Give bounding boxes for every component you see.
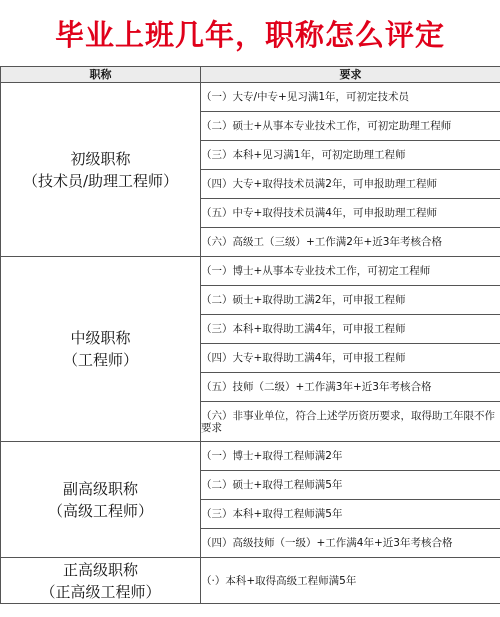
- category-name: 副高级职称: [62, 479, 138, 498]
- requirement-item: （一）博士+从事本专业技术工作，可初定工程师: [201, 257, 500, 286]
- table-row: [1, 558, 500, 604]
- header-requirement: 要求: [201, 67, 500, 83]
- table-row: [1, 442, 500, 471]
- category-intermediate: [1, 257, 201, 442]
- requirement-item: （六）高级工（三级）+工作满2年+近3年考核合格: [201, 228, 500, 257]
- requirement-item: （一）大专/中专+见习满1年，可初定技术员: [201, 83, 500, 112]
- category-senior: [1, 558, 201, 604]
- table-row: [1, 257, 500, 286]
- header-category: 职称: [1, 67, 201, 83]
- category-name: 初级职称: [70, 149, 131, 168]
- requirement-item: （三）本科+取得工程师满5年: [201, 500, 500, 529]
- requirement-item: （·）本科+取得高级工程师满5年: [201, 558, 500, 604]
- category-subname: （正高级工程师）: [40, 582, 161, 601]
- category-name: 中级职称: [70, 329, 131, 347]
- category-subname: （工程师）: [62, 351, 138, 369]
- requirement-item: （六）非事业单位，符合上述学历资历要求，取得助工年限不作要求: [201, 402, 500, 442]
- category-name: 正高级职称: [62, 560, 138, 579]
- requirement-item: （四）大专+取得技术员满2年，可申报助理工程师: [201, 170, 500, 199]
- table-header-row: [1, 67, 500, 83]
- title-requirements-table: [0, 66, 500, 604]
- category-junior: [1, 83, 201, 257]
- requirement-item: （三）本科+取得助工满4年，可申报工程师: [201, 315, 500, 344]
- requirement-item: （二）硕士+取得工程师满5年: [201, 471, 500, 500]
- requirement-item: （二）硕士+取得助工满2年，可申报工程师: [201, 286, 500, 315]
- category-subname: （高级工程师）: [47, 501, 153, 520]
- requirement-item: （四）高级技师（一级）+工作满4年+近3年考核合格: [201, 529, 500, 558]
- requirement-item: （三）本科+见习满1年，可初定助理工程师: [201, 141, 500, 170]
- requirement-item: （五）中专+取得技术员满4年，可申报助理工程师: [201, 199, 500, 228]
- requirement-item: （四）大专+取得助工满4年，可申报工程师: [201, 344, 500, 373]
- category-associate-senior: [1, 442, 201, 558]
- requirement-item: （一）博士+取得工程师满2年: [201, 442, 500, 471]
- table-row: [1, 83, 500, 112]
- requirement-item: （二）硕士+从事本专业技术工作，可初定助理工程师: [201, 112, 500, 141]
- requirement-item: （五）技师（二级）+工作满3年+近3年考核合格: [201, 373, 500, 402]
- page-title: 毕业上班几年，职称怎么评定: [54, 17, 445, 52]
- category-subname: （技术员/助理工程师）: [22, 171, 179, 190]
